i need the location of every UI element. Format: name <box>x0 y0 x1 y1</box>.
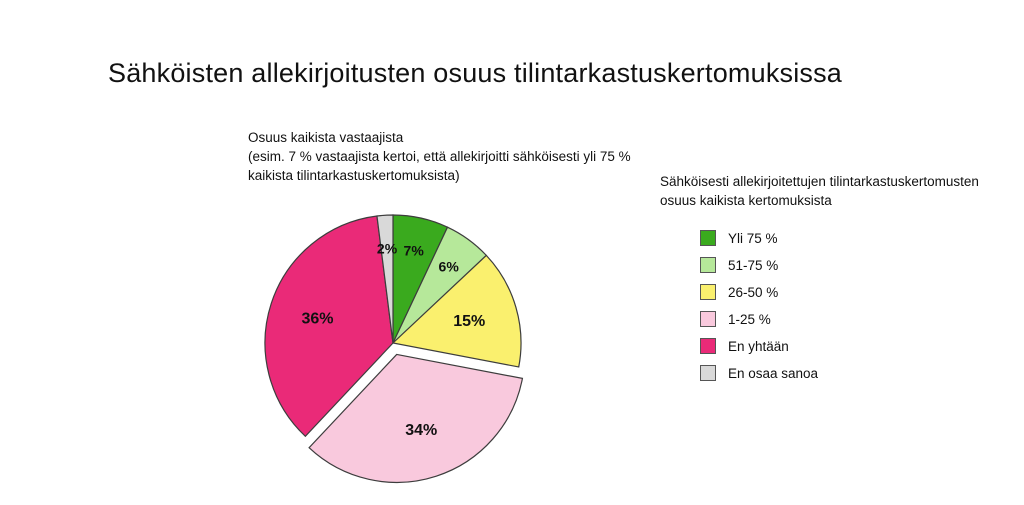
legend-swatch-icon <box>700 311 716 327</box>
legend-title: Sähköisesti allekirjoitettujen tilintarkastuskertomusten osuus kaikista kertomuksista <box>660 174 979 208</box>
legend-item <box>660 226 980 250</box>
legend-item-label: En yhtään <box>728 338 789 354</box>
legend-swatch-icon <box>700 338 716 354</box>
chart-subtitle <box>248 128 648 185</box>
page-title: Sähköisten allekirjoitusten osuus tilintarkastuskertomuksissa <box>108 58 843 88</box>
legend-item <box>660 253 980 277</box>
pie-slice-label: 2% <box>376 240 398 257</box>
legend-swatch-icon <box>700 284 716 300</box>
legend-item <box>660 280 980 304</box>
subtitle-main: Osuus kaikista vastaajista <box>248 130 404 145</box>
pie-chart-svg <box>243 198 543 488</box>
legend-swatch-icon <box>700 257 716 273</box>
chart-legend <box>660 172 980 388</box>
legend-swatch-icon <box>700 230 716 246</box>
pie-slice-label: 36% <box>301 310 334 328</box>
pie-slice-label: 15% <box>453 312 486 330</box>
legend-item <box>660 334 980 358</box>
legend-item-label: En osaa sanoa <box>728 365 819 381</box>
legend-item-label: 51-75 % <box>728 257 779 273</box>
pie-slice-label: 34% <box>405 421 438 439</box>
legend-swatch-icon <box>700 365 716 381</box>
legend-item <box>660 307 980 331</box>
pie-slice-label: 6% <box>438 258 459 275</box>
legend-item <box>660 361 980 385</box>
legend-item-label: Yli 75 % <box>728 230 778 246</box>
legend-items <box>660 226 980 385</box>
subtitle-note: (esim. 7 % vastaajista kertoi, että allekirjoitti sähköisesti yli 75 % kaikista tilintarkastuskertomuksista) <box>248 149 631 183</box>
legend-item-label: 26-50 % <box>728 284 779 300</box>
pie-chart <box>243 198 543 488</box>
legend-item-label: 1-25 % <box>728 311 771 327</box>
pie-slice-label: 7% <box>403 242 424 259</box>
